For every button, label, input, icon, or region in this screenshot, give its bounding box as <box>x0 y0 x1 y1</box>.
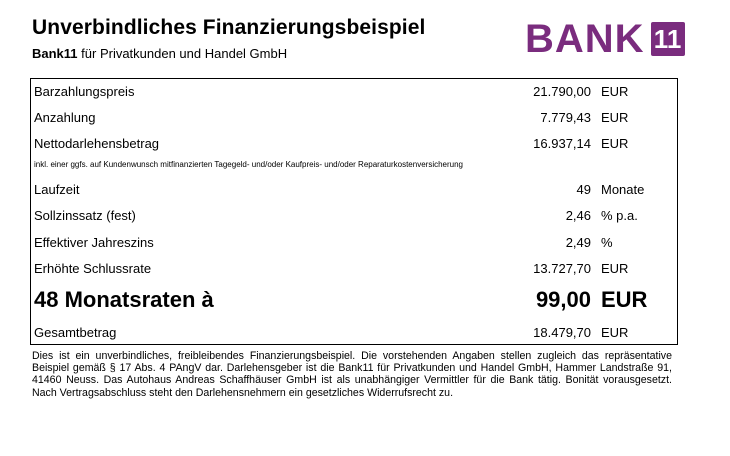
row-value: 18.479,70 <box>533 325 591 340</box>
row-sollzinssatz <box>31 205 677 225</box>
row-barzahlungspreis <box>31 81 677 101</box>
row-unit: EUR <box>601 287 648 312</box>
row-laufzeit <box>31 179 677 199</box>
row-label: 48 Monatsraten à <box>34 287 214 312</box>
row-value: 2,49 <box>565 235 591 250</box>
row-label: Nettodarlehensbetrag <box>34 136 160 151</box>
row-unit: Monate <box>601 182 645 197</box>
row-gesamtbetrag <box>31 322 677 342</box>
row-unit: EUR <box>601 84 629 99</box>
row-nettodarlehensbetrag <box>31 133 677 153</box>
row-monatsraten <box>31 286 677 316</box>
bank11-logo <box>525 17 685 61</box>
row-unit: % p.a. <box>601 208 638 223</box>
legal-disclaimer: Dies ist ein unverbindliches, freibleibendes Finanzierungsbeispiel. Die vorstehenden Angaben stellen zugleich das repräsentative Beispiel gemäß § 17 Abs. 4 PAngV dar. Darlehensgeber ist die Bank11 für Privatkunden und Handel GmbH, Hammer Landstraße 91, 41460 Neuss. Das Autohaus Andreas Schaffhäuser GmbH ist als unabhängiger Vermittler für die Bank tätig. Bonität vorausgesetzt. Nach Vertragsabschluss steht den Darlehensnehmern ein gesetzliches Widerrufsrecht zu. <box>32 350 672 399</box>
row-anzahlung <box>31 107 677 127</box>
row-label: Gesamtbetrag <box>34 325 117 340</box>
row-value: 99,00 <box>535 287 591 312</box>
row-value: 2,46 <box>565 208 591 223</box>
row-value: 16.937,14 <box>533 136 591 151</box>
logo-word: BANK <box>525 17 645 61</box>
insurance-note: inkl. einer ggfs. auf Kundenwunsch mitfinanzierten Tagegeld- und/oder Kaufpreis- und/oder Reparaturkostenversicherung <box>34 160 463 169</box>
row-value: 49 <box>576 182 591 197</box>
row-label: Erhöhte Schlussrate <box>34 261 152 276</box>
row-label: Barzahlungspreis <box>34 84 135 99</box>
row-value: 21.790,00 <box>533 84 591 99</box>
subtitle-rest: für Privatkunden und Handel GmbH <box>77 46 288 61</box>
row-unit: % <box>601 235 613 250</box>
row-value: 7.779,43 <box>540 110 591 125</box>
logo-number-box: 11 <box>651 22 685 56</box>
subtitle-bank-name: Bank11 <box>32 46 78 61</box>
row-erhoehte-schlussrate <box>31 258 677 278</box>
page-title: Unverbindliches Finanzierungsbeispiel <box>32 16 426 39</box>
page-subtitle <box>32 46 287 61</box>
row-effektiver-jahreszins <box>31 232 677 252</box>
row-unit: EUR <box>601 110 629 125</box>
row-label: Laufzeit <box>34 182 80 197</box>
row-unit: EUR <box>601 325 629 340</box>
row-label: Anzahlung <box>34 110 96 125</box>
financing-table <box>30 78 678 345</box>
row-label: Effektiver Jahreszins <box>34 235 154 250</box>
row-value: 13.727,70 <box>533 261 591 276</box>
row-unit: EUR <box>601 261 629 276</box>
row-label: Sollzinssatz (fest) <box>34 208 136 223</box>
row-unit: EUR <box>601 136 629 151</box>
